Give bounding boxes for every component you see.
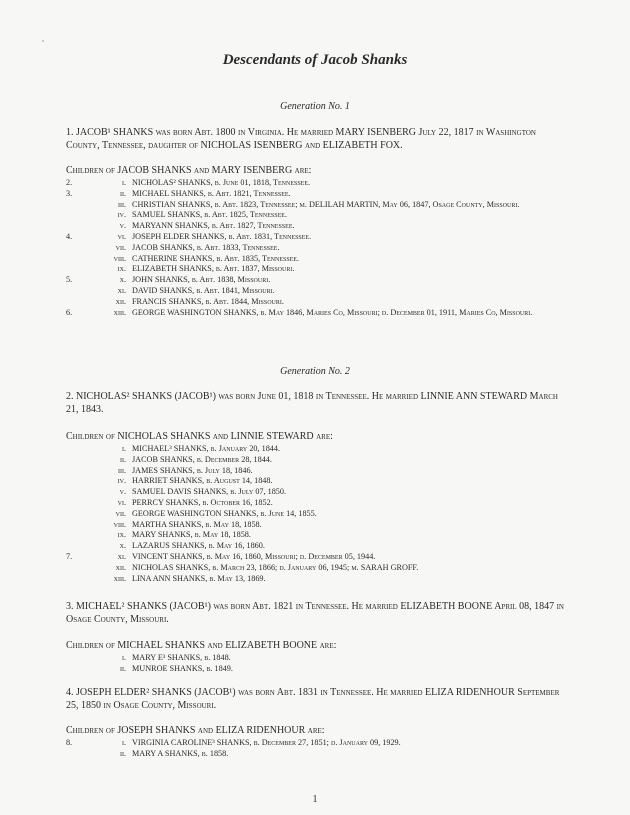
children-list	[66, 738, 586, 760]
child-row: vii. JACOB SHANKS, b. Abt. 1833, Tennessee.	[115, 242, 280, 252]
child-row: v. SAMUEL DAVIS SHANKS, b. July 07, 1850.	[119, 487, 287, 497]
child-row: 8. i. VIRGINIA CAROLINE³ SHANKS, b. December 27, 1851; d. January 09, 1929.	[66, 738, 401, 747]
child-row: xii. FRANCIS SHANKS, b. Abt. 1844, Missouri.	[115, 296, 284, 306]
child-row: x. LAZARUS SHANKS, b. May 16, 1860.	[119, 541, 265, 551]
generation-heading: Generation No. 1	[280, 101, 350, 112]
child-row: 7. xi. VINCENT SHANKS, b. May 16, 1860, Missouri; d. December 05, 1944.	[66, 551, 376, 561]
page-number: 1	[312, 794, 318, 805]
child-row: i. MARY E³ SHANKS, b. 1848.	[121, 653, 231, 662]
child-row: iv. SAMUEL SHANKS, b. Abt. 1825, Tennessee.	[117, 210, 287, 220]
family-intro: 4. JOSEPH ELDER² SHANKS (JACOB¹) was born Abt. 1831 in Tennessee. He married ELIZA RIDENHOUR September 25, 1850 in Osage County, Missouri.	[66, 687, 560, 711]
child-row: viii. MARTHA SHANKS, b. May 18, 1858.	[113, 519, 262, 529]
scan-speck	[42, 40, 44, 42]
child-row: iii. JAMES SHANKS, b. July 18, 1846.	[117, 465, 253, 475]
child-row: ix. ELIZABETH SHANKS, b. Abt. 1837, Missouri.	[117, 264, 295, 274]
child-row: ii. JACOB SHANKS, b. December 28, 1844.	[119, 454, 272, 464]
child-row: 4. vi. JOSEPH ELDER SHANKS, b. Abt. 1831, Tennessee.	[66, 231, 312, 241]
children-heading: Children of JACOB SHANKS and MARY ISENBERG are:	[66, 165, 312, 176]
children-heading: Children of MICHAEL SHANKS and ELIZABETH BOONE are:	[66, 640, 337, 651]
child-row: xiii. LINA ANN SHANKS, b. May 13, 1869.	[113, 573, 266, 583]
child-row: 2. i. NICHOLAS² SHANKS, b. June 01, 1818, Tennessee.	[66, 178, 311, 187]
document-title: Descendants of Jacob Shanks	[222, 52, 408, 68]
child-row: 3. ii. MICHAEL SHANKS, b. Abt. 1821, Tennessee.	[66, 188, 291, 198]
child-row: iv. HARRIET SHANKS, b. August 14, 1848.	[117, 476, 273, 486]
child-row: 5. x. JOHN SHANKS, b. Abt. 1838, Missouri.	[66, 275, 271, 285]
child-row: ii. MARY A SHANKS, b. 1858.	[119, 748, 229, 758]
child-row: ix. MARY SHANKS, b. May 18, 1858.	[117, 530, 251, 540]
child-row: xi. DAVID SHANKS, b. Abt. 1841, Missouri.	[117, 285, 275, 295]
child-row: v. MARYANN SHANKS, b. Abt. 1827, Tennessee.	[119, 221, 295, 231]
child-row: iii. CHRISTIAN SHANKS, b. Abt. 1823, Tennessee; m. DELILAH MARTIN, May 06, 1847, Osage County, Missouri.	[117, 199, 520, 209]
child-row: 6. xiii. GEORGE WASHINGTON SHANKS, b. May 1846, Maries Co, Missouri; d. December 01, 1911, Maries Co, Missouri.	[66, 307, 533, 317]
children-list	[66, 178, 586, 318]
child-row: vii. GEORGE WASHINGTON SHANKS, b. June 14, 1855.	[115, 508, 317, 518]
child-row: vi. PERRCY SHANKS, b. October 16, 1852.	[117, 497, 273, 507]
generation-heading: Generation No. 2	[280, 366, 350, 377]
children-heading: Children of JOSEPH SHANKS and ELIZA RIDENHOUR are:	[66, 725, 325, 736]
family-intro: 2. NICHOLAS² SHANKS (JACOB¹) was born June 01, 1818 in Tennessee. He married LINNIE ANN STEWARD March 21, 1843.	[66, 391, 558, 415]
child-row: i. MICHAEL³ SHANKS, b. January 20, 1844.	[121, 444, 281, 453]
family-intro: 3. MICHAEL² SHANKS (JACOB¹) was born Abt. 1821 in Tennessee. He married ELIZABETH BOONE April 08, 1847 in Osage County, Missouri.	[66, 601, 564, 625]
child-row: xii. NICHOLAS SHANKS, b. March 23, 1866; d. January 06, 1945; m. SARAH GROFF.	[115, 562, 419, 572]
family-intro: 1. JACOB¹ SHANKS was born Abt. 1800 in Virginia. He married MARY ISENBERG July 22, 1817 in Washington County, Tennessee, daughter of NICHOLAS ISENBERG and ELIZABETH FOX.	[66, 127, 536, 151]
children-heading: Children of NICHOLAS SHANKS and LINNIE STEWARD are:	[66, 431, 333, 442]
child-row: viii. CATHERINE SHANKS, b. Abt. 1835, Tennessee.	[113, 253, 300, 263]
children-list	[66, 653, 586, 675]
children-list	[66, 444, 586, 584]
child-row: ii. MUNROE SHANKS, b. 1849.	[119, 663, 233, 673]
